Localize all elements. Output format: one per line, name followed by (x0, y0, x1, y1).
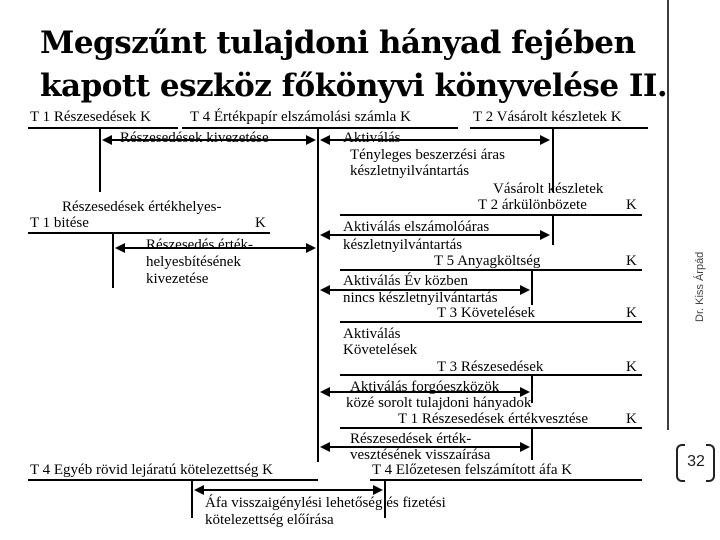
account-t1-ertekvesztes-k: K (626, 411, 637, 427)
entry-kovetelesek-line1: Aktiválás (343, 326, 401, 342)
account-t5-anyagkoltseg-k: K (626, 253, 637, 269)
account-t3-reszesedesek: T 3 Részesedések (437, 359, 544, 375)
account-t4-elozetes: T 4 Előzetesen felszámított áfa K (372, 462, 573, 478)
entry-tenyleges-line1: Tényleges beszerzési áras (350, 147, 505, 163)
title-line-1: Megszűnt tulajdoni hányad fejében (40, 25, 636, 61)
account-t3-kovetelesek-k: K (626, 305, 637, 321)
entry-ertekhelyesbites-line3: kivezetése (146, 271, 209, 287)
author-label: Dr. Kiss Árpád (694, 251, 706, 322)
account-t1-ertekhelyesbites-line2: T 1 bitése (30, 215, 89, 231)
account-t2-arkulonbozet-line1: Vásárolt készletek (493, 181, 604, 197)
entry-ertekvesztes-line1: Részesedések érték- (350, 431, 472, 447)
entry-forgoeszkozok-line1: Aktiválás forgóeszközök (350, 379, 500, 395)
entry-ertekhelyesbites-line1: Részesedés érték- (146, 237, 254, 253)
account-t1-reszesedesek: T 1 Részesedések K (30, 109, 151, 125)
entry-aktivalas: Aktiválás (343, 130, 401, 146)
account-t5-anyagkoltseg: T 5 Anyagköltség (434, 253, 541, 269)
entry-forgoeszkozok-line2: közé sorolt tulajdoni hányadok (346, 395, 532, 411)
account-t3-kovetelesek: T 3 Követelések (437, 305, 536, 321)
entry-elszamoloaras-line2: készletnyilvántartás (343, 237, 463, 253)
entry-ev-kozben-line2: nincs készletnyilvántartás (343, 290, 498, 306)
page-number: 32 (687, 453, 705, 470)
account-t1-ertekhelyesbites-k: K (255, 215, 266, 231)
entry-ertekhelyesbites-line2: helyesbítésének (146, 254, 241, 270)
entry-afa-line2: kötelezettség előírása (205, 512, 334, 528)
entry-reszesedesek-kivezetese: Részesedések kivezetése (120, 130, 269, 146)
entry-kovetelesek-line2: Követelések (343, 342, 418, 358)
account-t4-egyeb: T 4 Egyéb rövid lejáratú kötelezettség K (30, 462, 273, 478)
entry-tenyleges-line2: készletnyilvántartás (350, 163, 470, 179)
account-t2-arkulonbozet-line2: T 2 árkülönbözete (478, 197, 587, 213)
entry-ev-kozben-line1: Aktiválás Év közben (343, 273, 468, 289)
account-t3-reszesedesek-k: K (626, 359, 637, 375)
entry-afa-line1: Áfa visszaigénylési lehetőség és fizetési (205, 495, 446, 511)
account-t1-ertekvesztes: T 1 Részesedések értékvesztése (398, 411, 589, 427)
account-t1-ertekhelyesbites-line1: Részesedések értékhelyes- (62, 199, 222, 215)
entry-ertekvesztes-line2: vesztésének visszaírása (350, 447, 491, 463)
entry-elszamoloaras-line1: Aktiválás elszámolóáras (343, 219, 490, 235)
account-t2-vasarolt-keszletek: T 2 Vásárolt készletek K (473, 109, 622, 125)
title-line-2: kapott eszköz főkönyvi könyvelése II. (40, 68, 668, 104)
account-t2-arkulonbozet-k: K (626, 197, 637, 213)
account-t4-ertekpapir: T 4 Értékpapír elszámolási számla K (190, 109, 411, 125)
